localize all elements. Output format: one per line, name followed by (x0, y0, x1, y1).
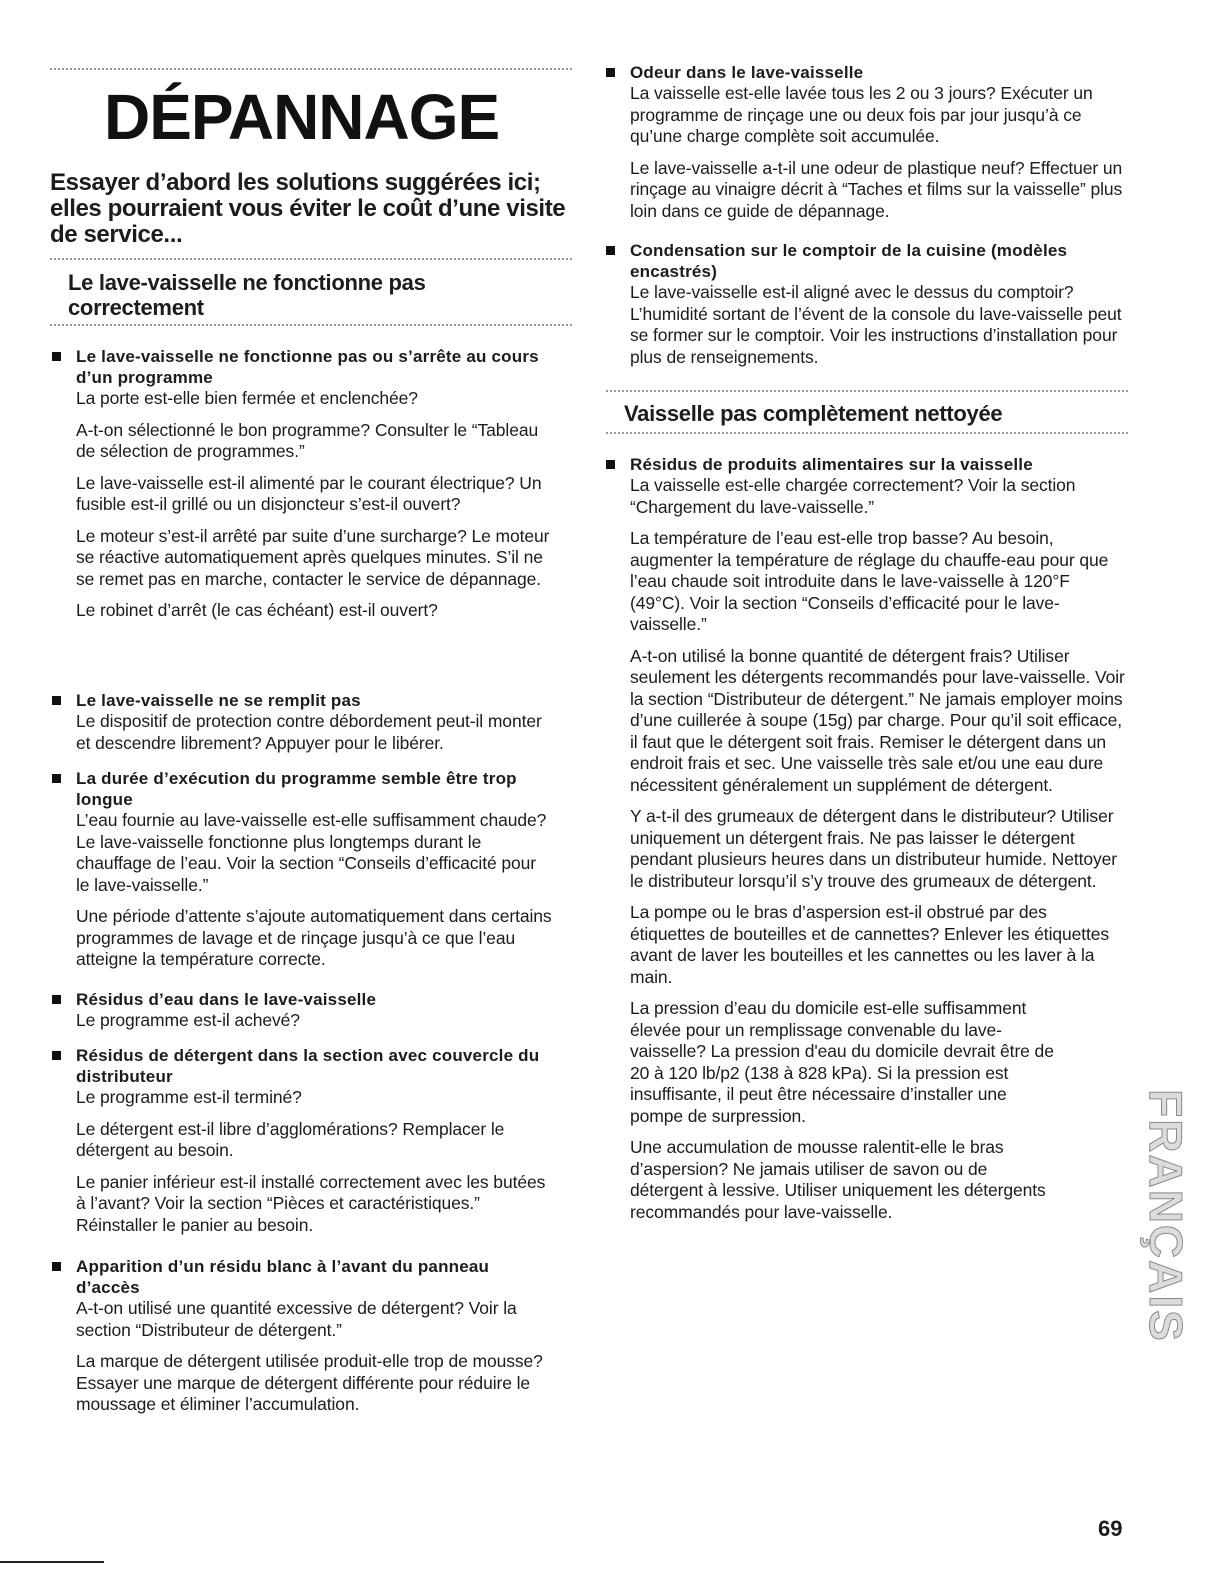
faq-question: Résidus de détergent dans la section avec couvercle du distributeur (52, 1045, 552, 1087)
faq-answer: Le programme est-il achevé? (76, 1010, 300, 1030)
bullet-icon (52, 352, 61, 361)
faq-answer: La pression d’eau du domicile est-elle suffisamment élevée pour un remplissage convenable du lave-vaisselle? La pression d'eau du domicile devrait être de 20 à 120 lb/p2 (138 à 828 kPa). Si la pression est insuffisante, il peut être nécessaire d’installer une pompe de surpression. (630, 998, 1054, 1126)
bullet-icon (52, 696, 61, 705)
top-rule (50, 68, 572, 70)
faq-answer: La vaisselle est-elle chargée correctement? Voir la section “Chargement du lave-vaisselle.” (630, 475, 1076, 517)
faq-question: La durée d’exécution du programme semble être trop longue (52, 768, 552, 810)
section-rule-bottom (50, 324, 572, 326)
faq-answer: Le dispositif de protection contre débordement peut-il monter et descendre librement? Appuyer pour le libérer. (76, 711, 542, 753)
faq-answer: La marque de détergent utilisée produit-elle trop de mousse? Essayer une marque de détergent différente pour réduire le moussage et éliminer l’accumulation. (76, 1351, 543, 1414)
section-rule-top (50, 258, 572, 260)
section-heading-not-clean: Vaisselle pas complètement nettoyée (624, 401, 1003, 426)
bullet-icon (52, 1262, 61, 1271)
faq-answer: Une période d’attente s’ajoute automatiquement dans certains programmes de lavage et de rinçage jusqu’à ce que l’eau atteigne la température correcte. (76, 906, 552, 969)
faq-question: Le lave-vaisselle ne fonctionne pas ou s’arrête au cours d’un programme (52, 346, 552, 388)
faq-answer: Le robinet d’arrêt (le cas échéant) est-il ouvert? (76, 600, 438, 620)
faq-item (606, 454, 1126, 1233)
intro-text: Essayer d’abord les solutions suggérées ici; elles pourraient vous éviter le coût d’une visite de service... (50, 169, 566, 248)
faq-answer: Le détergent est-il libre d’agglomérations? Remplacer le détergent au besoin. (76, 1118, 505, 1160)
faq-question: Odeur dans le lave-vaisselle (606, 62, 1126, 83)
faq-question: Résidus de produits alimentaires sur la vaisselle (606, 454, 1126, 475)
section-rule-bottom (606, 432, 1128, 434)
faq-answer: Une accumulation de mousse ralentit-elle le bras d’aspersion? Ne jamais utiliser de savon ou de détergent à lessive. Utiliser uniquement les détergents recommandés pour lave-vaisselle. (630, 1137, 1046, 1222)
faq-question: Condensation sur le comptoir de la cuisine (modèles encastrés) (606, 240, 1126, 282)
footer-rule (0, 1561, 104, 1563)
section-heading-malfunction: Le lave-vaisselle ne fonctionne pas correctement (68, 270, 426, 320)
faq-answer: A-t-on utilisé la bonne quantité de détergent frais? Utiliser seulement les détergents recommandés pour lave-vaisselle. Voir la section “Distributeur de détergent.” Ne jamais employer moins d’une cuillerée à soupe (15g) par charge. Pour qu’il soit efficace, il faut que le détergent soit frais. Remiser le détergent dans un endroit frais et sec. Une vaisselle très sale et/ou une eau dure nécessitent généralement un supplément de détergent. (630, 645, 1125, 795)
faq-answer: L’eau fournie au lave-vaisselle est-elle suffisamment chaude? Le lave-vaisselle fonctionne plus longtemps durant le chauffage de l’eau. Voir la section “Conseils d’efficacité pour le lave-vaisselle.” (76, 810, 547, 895)
bullet-icon (52, 995, 61, 1004)
faq-answer: A-t-on utilisé une quantité excessive de détergent? Voir la section “Distributeur de détergent.” (76, 1298, 517, 1340)
faq-item (52, 1045, 552, 1246)
language-tab: FRANÇAIS (1140, 1089, 1193, 1343)
faq-answer: Le lave-vaisselle a-t-il une odeur de plastique neuf? Effectuer un rinçage au vinaigre décrit à “Taches et films sur la vaisselle” plus loin dans ce guide de dépannage. (630, 157, 1123, 221)
bullet-icon (52, 1051, 61, 1060)
faq-item (606, 62, 1126, 232)
faq-answer: Le moteur s’est-il arrêté par suite d’une surcharge? Le moteur se réactive automatiquement après quelques minutes. S’il ne se remet pas en marche, contacter le service de dépannage. (76, 525, 550, 589)
page-number: 69 (1098, 1516, 1123, 1541)
section-rule-top (606, 390, 1128, 392)
bullet-icon (52, 774, 61, 783)
faq-answer: La porte est-elle bien fermée et enclenchée? (76, 388, 418, 408)
faq-answer: Y a-t-il des grumeaux de détergent dans le distributeur? Utiliser uniquement un détergent frais. Ne pas laisser le détergent pendant plusieurs heures dans un distributeur humide. Nettoyer le distributeur lorsqu’il s’y trouve des grumeaux de détergent. (630, 806, 1118, 891)
faq-item (52, 346, 552, 632)
faq-answer: Le panier inférieur est-il installé correctement avec les butées à l’avant? Voir la section “Pièces et caractéristiques.” Réinstaller le panier au besoin. (76, 1171, 546, 1235)
page-title: DÉPANNAGE (104, 81, 500, 153)
bullet-icon (606, 68, 615, 77)
faq-answer: La pompe ou le bras d’aspersion est-il obstrué par des étiquettes de bouteilles et de cannettes? Enlever les étiquettes avant de laver les bouteilles et les cannettes ou les laver à la main. (630, 902, 1110, 987)
faq-question: Résidus d’eau dans le lave-vaisselle (52, 989, 552, 1010)
faq-item (606, 240, 1126, 378)
faq-question: Le lave-vaisselle ne se remplit pas (52, 690, 552, 711)
faq-question: Apparition d’un résidu blanc à l’avant du panneau d’accès (52, 1256, 552, 1298)
bullet-icon (606, 460, 615, 469)
faq-item (52, 690, 552, 764)
faq-answer: A-t-on sélectionné le bon programme? Consulter le “Tableau de sélection de programmes.” (76, 419, 539, 461)
faq-answer: La température de l’eau est-elle trop basse? Au besoin, augmenter la température de réglage du chauffe-eau pour que l’eau chaude soit introduite dans le lave-vaisselle à 120°F (49°C). Voir la section “Conseils d’efficacité pour le lave-vaisselle.” (630, 528, 1109, 634)
faq-answer: Le lave-vaisselle est-il alimenté par le courant électrique? Un fusible est-il grillé ou un disjoncteur s’est-il ouvert? (76, 472, 542, 514)
faq-item (52, 1256, 552, 1426)
faq-item (52, 768, 552, 981)
faq-answer: Le programme est-il terminé? (76, 1087, 302, 1107)
bullet-icon (606, 246, 615, 255)
faq-item (52, 989, 552, 1042)
faq-answer: La vaisselle est-elle lavée tous les 2 ou 3 jours? Exécuter un programme de rinçage une ou deux fois par jour jusqu’à ce qu’une charge complète soit accumulée. (630, 83, 1093, 146)
faq-answer: Le lave-vaisselle est-il aligné avec le dessus du comptoir? L’humidité sortant de l’évent de la console du lave-vaisselle peut se former sur le comptoir. Voir les instructions d’installation pour plus de renseignements. (630, 282, 1122, 367)
